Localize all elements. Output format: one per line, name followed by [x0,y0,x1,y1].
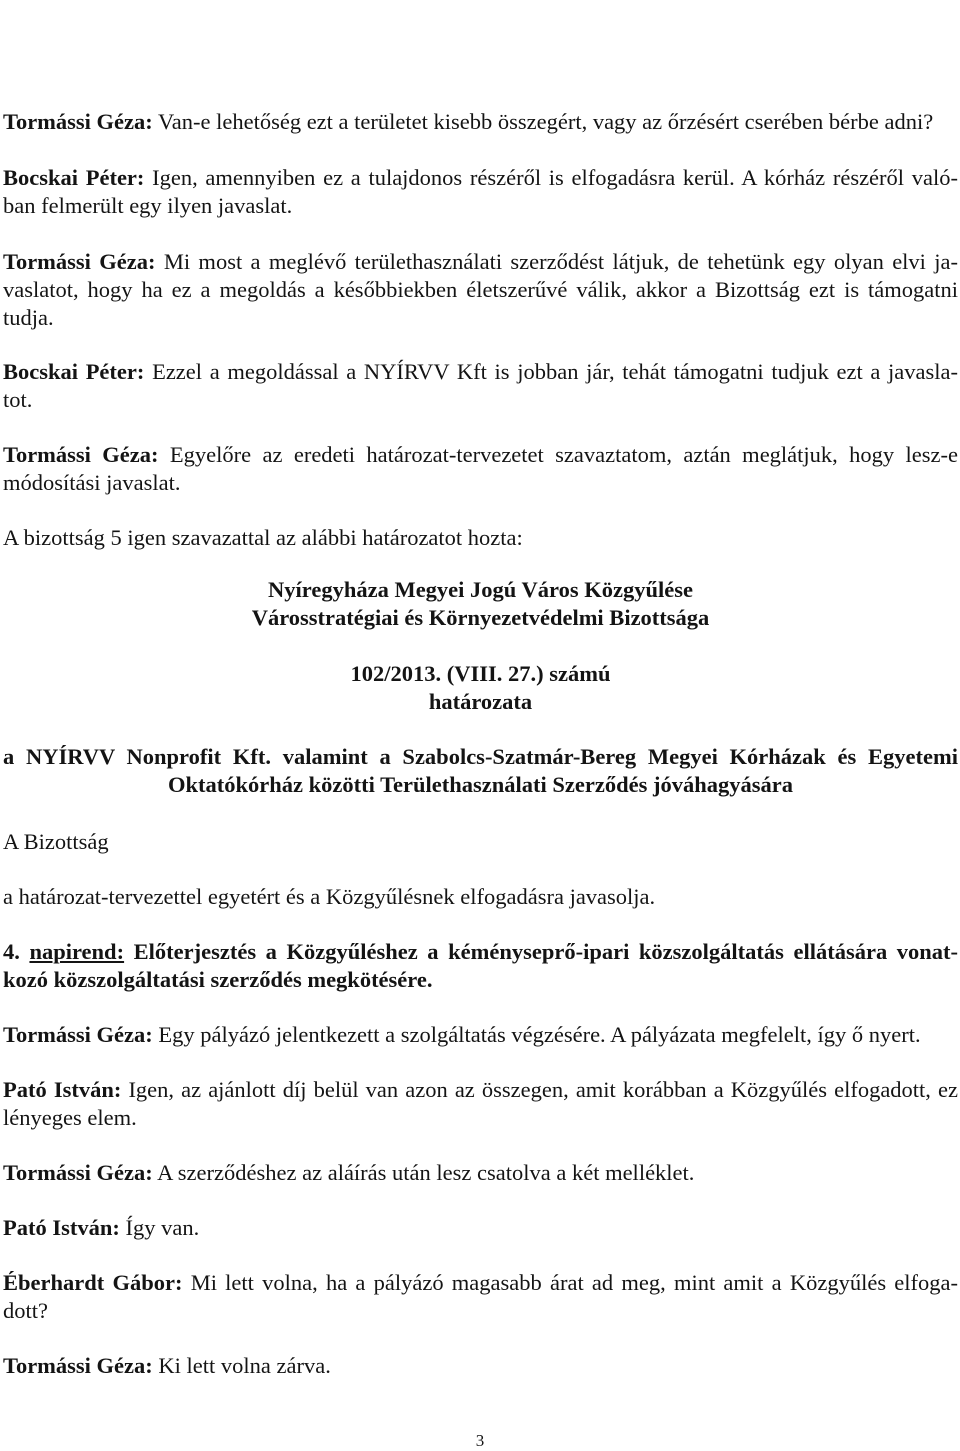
speaker-name: Tormássi Géza: [3,1160,153,1185]
speaker-name: Tormássi Géza: [3,249,156,274]
statement-text: Mi most a meglévő területhasználati szerződést látjuk, de tehetünk egy olyan elvi ja- [163,249,958,274]
dialogue-line: lényeges elem. [3,1105,137,1130]
dialogue-line: dott? [3,1298,48,1323]
dialogue-line [3,1076,958,1104]
resolution-label: határozata [428,689,533,714]
statement-text: Ki lett volna zárva. [158,1353,331,1378]
speaker-name: Bocskai Péter: [3,165,145,190]
agenda-number: 4. [3,939,20,964]
resolution-number: 102/2013. (VIII. 27.) számú [350,661,611,686]
speaker-name: Bocskai Péter: [3,359,145,384]
page-number: 3 [475,1431,485,1450]
agenda-title: Előterjesztés a Közgyűléshez a kéményseprő-ipari közszolgáltatás ellátására vonat- [133,939,958,964]
dialogue-line: ban felmerült egy ilyen javaslat. [3,193,293,218]
statement-text: Igen, amennyiben ez a tulajdonos részéről is elfogadásra kerül. A kórház részéről való- [152,165,958,190]
statement-text: Igen, az ajánlott díj belül van azon az összegen, amit korábban a Közgyűlés elfogadott, ez [128,1077,958,1102]
dialogue-line [3,1159,958,1187]
dialogue-line: vaslatot, hogy ha ez a megoldás a későbbiekben életszerűvé válik, akkor a Bizottság ezt is támogatni [3,277,958,302]
statement-text: A szerződéshez az aláírás után lesz csatolva a két melléklet. [157,1160,695,1185]
dialogue-line [3,1352,958,1380]
dialogue-line: módosítási javaslat. [3,470,181,495]
dialogue-line: tudja. [3,305,54,330]
dialogue-line [3,248,958,276]
dialogue-line [3,164,958,192]
statement-text: Egy pályázó jelentkezett a szolgáltatás végzésére. A pályázata megfelelt, így ő nyert. [158,1022,921,1047]
statement-text: Ezzel a megoldással a NYÍRVV Kft is jobban jár, tehát támogatni tudjuk ezt a javasla- [152,359,958,384]
statement-text: Egyelőre az eredeti határozat-tervezetet szavaztatom, aztán meglátjuk, hogy lesz-e [169,442,958,467]
statement-text: Mi lett volna, ha a pályázó magasabb árat ad meg, mint amit a Közgyűlés elfoga- [190,1270,958,1295]
speaker-name: Pató István: [3,1077,122,1102]
dialogue-line [3,358,958,386]
resolution-body-subject: A Bizottság [3,829,109,854]
speaker-name: Pató István: [3,1215,120,1240]
resolution-issuer: Nyíregyháza Megyei Jogú Város Közgyűlése [268,577,693,602]
dialogue-line [3,1214,958,1242]
agenda-heading [3,938,958,966]
dialogue-line [3,441,958,469]
speaker-name: Tormássi Géza: [3,1022,153,1047]
speaker-name: Tormássi Géza: [3,1353,153,1378]
agenda-heading: kozó közszolgáltatási szerződés megkötésére. [3,967,433,992]
speaker-name: Tormássi Géza: [3,442,159,467]
dialogue-line [3,108,958,136]
vote-intro: A bizottság 5 igen szavazattal az alábbi határozatot hozta: [3,525,523,550]
dialogue-line [3,1269,958,1297]
statement-text: Így van. [125,1215,200,1240]
dialogue-line [3,1021,958,1049]
resolution-decision: a határozat-tervezettel egyetért és a Közgyűlésnek elfogadásra javasolja. [3,884,656,909]
speaker-name: Tormássi Géza: [3,109,153,134]
resolution-subject: a NYÍRVV Nonprofit Kft. valamint a Szabolcs-Szatmár-Bereg Megyei Kórházak és Egyetemi [3,744,958,769]
resolution-subject: Oktatókórház közötti Területhasználati Szerződés jóváhagyására [168,772,793,797]
resolution-issuer: Városstratégiai és Környezetvédelmi Bizottsága [251,605,710,630]
dialogue-line: tot. [3,387,33,412]
statement-text: Van-e lehetőség ezt a területet kisebb összegért, vagy az őrzésért cserében bérbe adni? [158,109,934,134]
speaker-name: Éberhardt Gábor: [3,1270,183,1295]
agenda-label: napirend: [29,939,125,964]
